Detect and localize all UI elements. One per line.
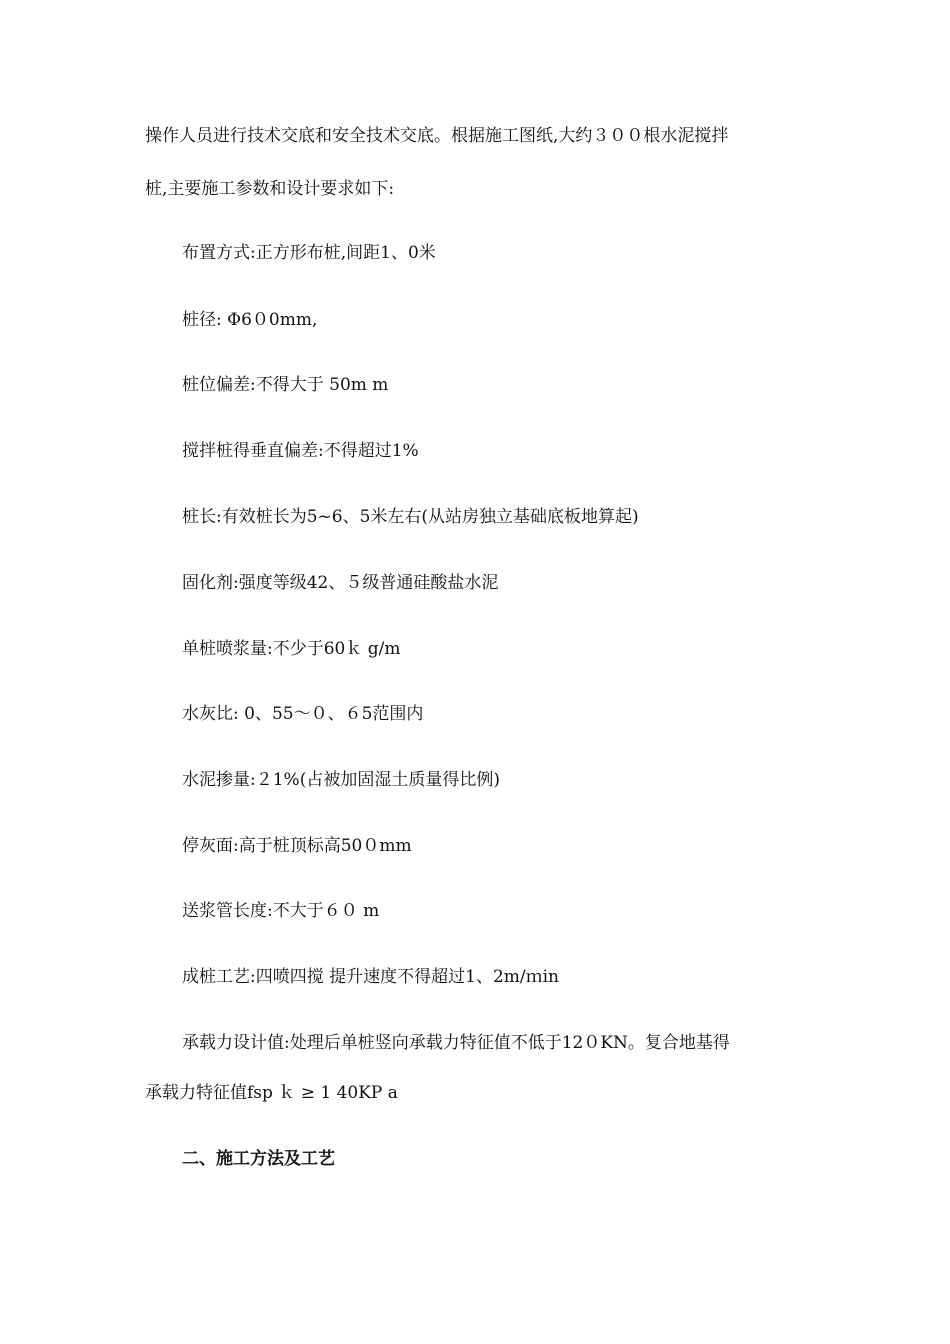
param-layout: 布置方式:正方形布桩,间距1、0米 <box>182 243 436 263</box>
param-grout-pipe-length: 送浆管长度:不大于６０ m <box>182 901 380 921</box>
param-pile-length: 桩长:有效桩长为5~6、5米左右(从站房独立基础底板地算起) <box>182 507 639 527</box>
intro-line-1: 操作人员进行技术交底和安全技术交底。根据施工图纸,大约３００根水泥搅拌 <box>145 126 729 146</box>
param-cement-content: 水泥掺量:２1%(占被加固湿土质量得比例) <box>182 770 500 790</box>
section-heading: 二、施工方法及工艺 <box>182 1149 335 1169</box>
param-grout-amount: 单桩喷浆量:不少于60ｋ g/m <box>182 639 401 659</box>
param-curing-agent: 固化剂:强度等级42、５级普通硅酸盐水泥 <box>182 573 499 593</box>
param-position-deviation: 桩位偏差:不得大于 50m m <box>182 375 389 395</box>
intro-line-2: 桩,主要施工参数和设计要求如下: <box>145 179 395 199</box>
param-process: 成桩工艺:四喷四搅 提升速度不得超过1、2m/ｍin <box>182 967 559 987</box>
bearing-line-2: 承载力特征值fsp ｋ ≥ 1 40KP a <box>145 1083 398 1103</box>
param-pile-diameter: 桩径: Φ6０0mm, <box>182 310 318 330</box>
param-stop-grout-level: 停灰面:高于桩顶标高50０mm <box>182 836 412 856</box>
param-water-cement-ratio: 水灰比: 0、55～０、６5范围内 <box>182 704 424 724</box>
param-vertical-deviation: 搅拌桩得垂直偏差:不得超过1% <box>182 441 419 461</box>
bearing-line-1: 承载力设计值:处理后单桩竖向承载力特征值不低于12０KN。复合地基得 <box>182 1033 730 1053</box>
